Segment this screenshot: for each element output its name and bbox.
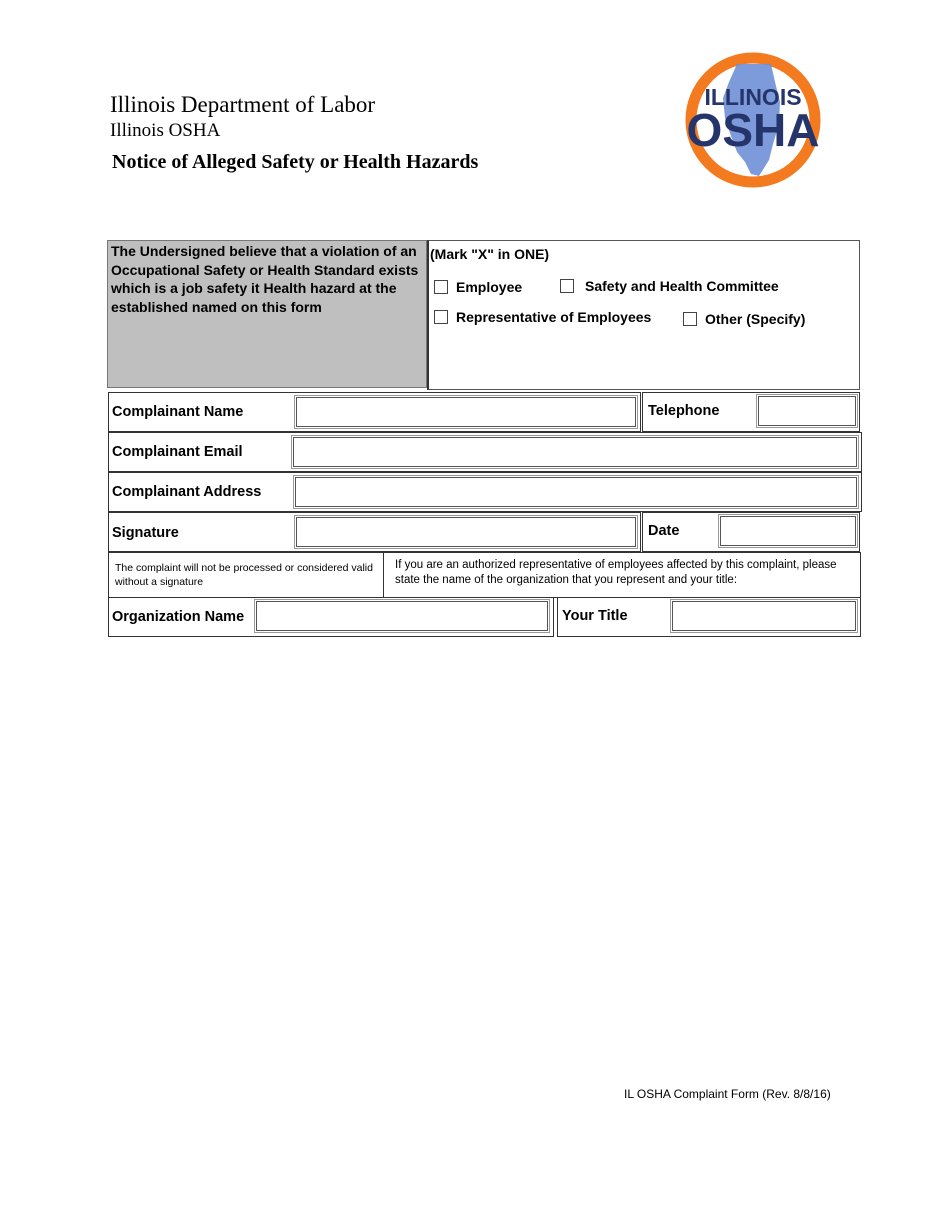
logo-line1: ILLINOIS — [704, 84, 802, 110]
option-other-label: Other (Specify) — [705, 311, 806, 327]
other-checkbox[interactable] — [683, 312, 697, 326]
signature-input[interactable] — [296, 517, 636, 547]
option-representative[interactable] — [434, 309, 651, 325]
notes-divider — [383, 552, 384, 598]
your-title-input[interactable] — [672, 601, 856, 631]
form-revision: IL OSHA Complaint Form (Rev. 8/8/16) — [624, 1087, 831, 1101]
organization-name-label: Organization Name — [112, 609, 245, 625]
representative-checkbox[interactable] — [434, 310, 448, 324]
agency-name: Illinois OSHA — [110, 120, 221, 141]
option-committee[interactable] — [560, 278, 779, 294]
complainant-address-label: Complainant Address — [112, 484, 262, 500]
option-employee-label: Employee — [456, 279, 523, 295]
telephone-label: Telephone — [648, 403, 720, 419]
department-name: Illinois Department of Labor — [110, 92, 376, 117]
option-other[interactable] — [683, 311, 805, 327]
date-input[interactable] — [720, 516, 856, 546]
form-title: Notice of Alleged Safety or Health Hazards — [112, 151, 479, 173]
telephone-input[interactable] — [758, 396, 856, 426]
signature-note: The complaint will not be processed or considered valid without a signature — [115, 562, 373, 588]
signature-label: Signature — [112, 525, 179, 541]
complainant-address-input[interactable] — [295, 477, 857, 507]
complainant-email-input[interactable] — [293, 437, 857, 467]
option-employee[interactable] — [434, 279, 522, 295]
violation-notice: The Undersigned believe that a violation of an Occupational Safety or Health Standard exists which is a job safety it Health hazard at the established named on this form — [107, 240, 427, 388]
your-title-label: Your Title — [562, 608, 628, 624]
complainant-name-input[interactable] — [296, 397, 636, 427]
illinois-osha-logo — [685, 52, 821, 188]
committee-checkbox[interactable] — [560, 279, 574, 293]
option-committee-label: Safety and Health Committee — [585, 278, 779, 294]
complainant-email-label: Complainant Email — [112, 444, 243, 460]
employee-checkbox[interactable] — [434, 280, 448, 294]
representative-note: If you are an authorized representative of employees affected by this complaint, please state the name of the organization that you represent and your title: — [395, 559, 837, 586]
logo-line2: OSHA — [686, 104, 820, 156]
option-representative-label: Representative of Employees — [456, 309, 652, 325]
date-label: Date — [648, 523, 680, 539]
complainant-name-label: Complainant Name — [112, 404, 244, 420]
role-instruction: (Mark "X" in ONE) — [430, 246, 550, 262]
organization-name-input[interactable] — [256, 601, 548, 631]
